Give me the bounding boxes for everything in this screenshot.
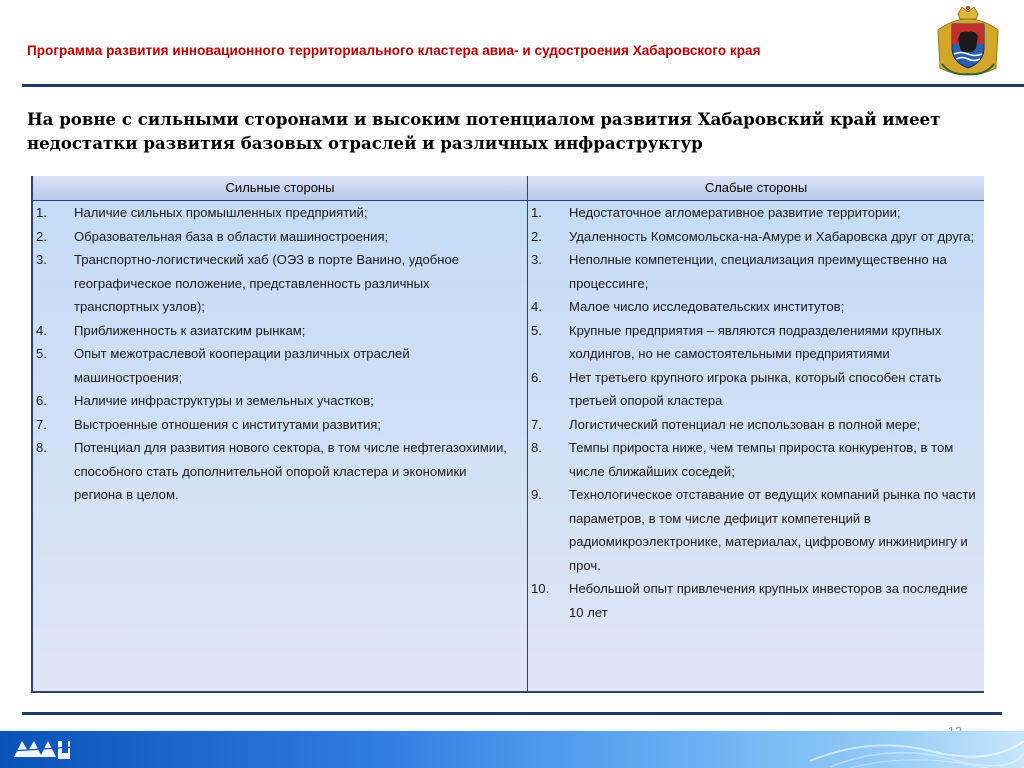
item-number: 7. <box>36 416 47 432</box>
footer-swirl-decoration <box>810 731 1024 768</box>
item-text: Крупные предприятия – являются подразделениями крупных холдингов, но не самостоятельными предприятиями <box>569 322 942 361</box>
strengths-list <box>33 201 527 507</box>
strength-item <box>33 248 527 319</box>
header-strengths: Сильные стороны <box>225 180 335 195</box>
item-number: 6. <box>36 393 47 408</box>
item-number: 5. <box>531 322 542 338</box>
item-text: Наличие сильных промышленных предприятий; <box>74 205 368 220</box>
weaknesses-column <box>528 201 984 624</box>
item-text: Приближенность к азиатским рынкам; <box>74 322 306 338</box>
item-number: 4. <box>531 299 542 314</box>
item-number: 7. <box>531 416 542 432</box>
item-number: 10. <box>531 581 550 596</box>
header-divider <box>22 84 1024 87</box>
weakness-item <box>528 225 984 249</box>
coat-of-arms-icon <box>932 4 1004 78</box>
item-number: 4. <box>36 322 47 338</box>
item-text: Небольшой опыт привлечения крупных инвесторов за последние 10 лет <box>569 581 968 620</box>
item-number: 8. <box>531 440 542 455</box>
item-number: 6. <box>531 369 542 385</box>
weakness-item <box>528 483 984 577</box>
item-number: 1. <box>531 205 542 220</box>
table-header-row <box>33 176 984 201</box>
company-logo-icon <box>12 737 72 761</box>
strength-item <box>33 389 527 413</box>
item-text: Образовательная база в области машиностроения; <box>74 228 389 244</box>
item-text: Неполные компетенции, специализация преимущественно на процессинге; <box>569 252 947 291</box>
strengths-column <box>33 201 527 507</box>
weakness-item <box>528 201 984 225</box>
item-number: 9. <box>531 487 542 502</box>
table-bottom-border <box>33 691 984 693</box>
item-text: Недостаточное агломеративное развитие территории; <box>569 205 901 220</box>
item-number: 3. <box>531 252 542 267</box>
strength-item <box>33 436 527 507</box>
item-text: Нет третьего крупного игрока рынка, который способен стать третьей опорой кластера <box>569 369 942 408</box>
item-text: Наличие инфраструктуры и земельных участков; <box>74 393 374 408</box>
strength-item <box>33 319 527 343</box>
strength-item <box>33 225 527 249</box>
strength-item <box>33 413 527 437</box>
weakness-item <box>528 295 984 319</box>
item-number: 2. <box>531 228 542 244</box>
item-text: Выстроенные отношения с институтами развития; <box>74 416 381 432</box>
header-title: Программа развития инновационного территориального кластера авиа- и судостроения Хабаровского края <box>27 43 761 58</box>
header-weaknesses: Слабые стороны <box>704 180 808 195</box>
footer-divider <box>22 712 1002 715</box>
slide-heading: На ровне с сильными сторонами и высоким потенциалом развития Хабаровский край имеет недостатки развития базовых отраслей и различных инфраструктур <box>27 109 941 153</box>
item-text: Транспортно-логистический хаб (ОЭЗ в порте Ванино, удобное географическое положение, представленность различных транспортных узлов); <box>74 252 460 314</box>
strength-item <box>33 342 527 389</box>
item-number: 3. <box>36 252 47 267</box>
weakness-item <box>528 436 984 483</box>
item-number: 2. <box>36 228 47 244</box>
strength-item <box>33 201 527 225</box>
swot-table <box>31 176 984 693</box>
weakness-item <box>528 319 984 366</box>
item-text: Удаленность Комсомольска-на-Амуре и Хабаровска друг от друга; <box>569 228 975 244</box>
item-text: Малое число исследовательских институтов; <box>569 299 845 314</box>
weakness-item <box>528 248 984 295</box>
item-text: Логистический потенциал не использован в полной мере; <box>569 416 921 432</box>
item-number: 1. <box>36 205 47 220</box>
weakness-item <box>528 366 984 413</box>
item-text: Потенциал для развития нового сектора, в том числе нефтегазохимии, способного стать дополнительной опорой кластера и экономики региона в целом. <box>74 440 508 502</box>
item-number: 8. <box>36 440 47 455</box>
item-number: 5. <box>36 346 47 361</box>
item-text: Темпы прироста ниже, чем темпы прироста конкурентов, в том числе ближайших соседей; <box>569 440 954 479</box>
weakness-item <box>528 577 984 624</box>
item-text: Технологическое отставание от ведущих компаний рынка по части параметров, в том числе дефицит компетенций в радиомикроэлектронике, материалах, цифровому инжинирингу и проч. <box>569 487 976 573</box>
weaknesses-list <box>528 201 984 624</box>
item-text: Опыт межотраслевой кооперации различных отраслей машиностроения; <box>74 346 410 385</box>
weakness-item <box>528 413 984 437</box>
